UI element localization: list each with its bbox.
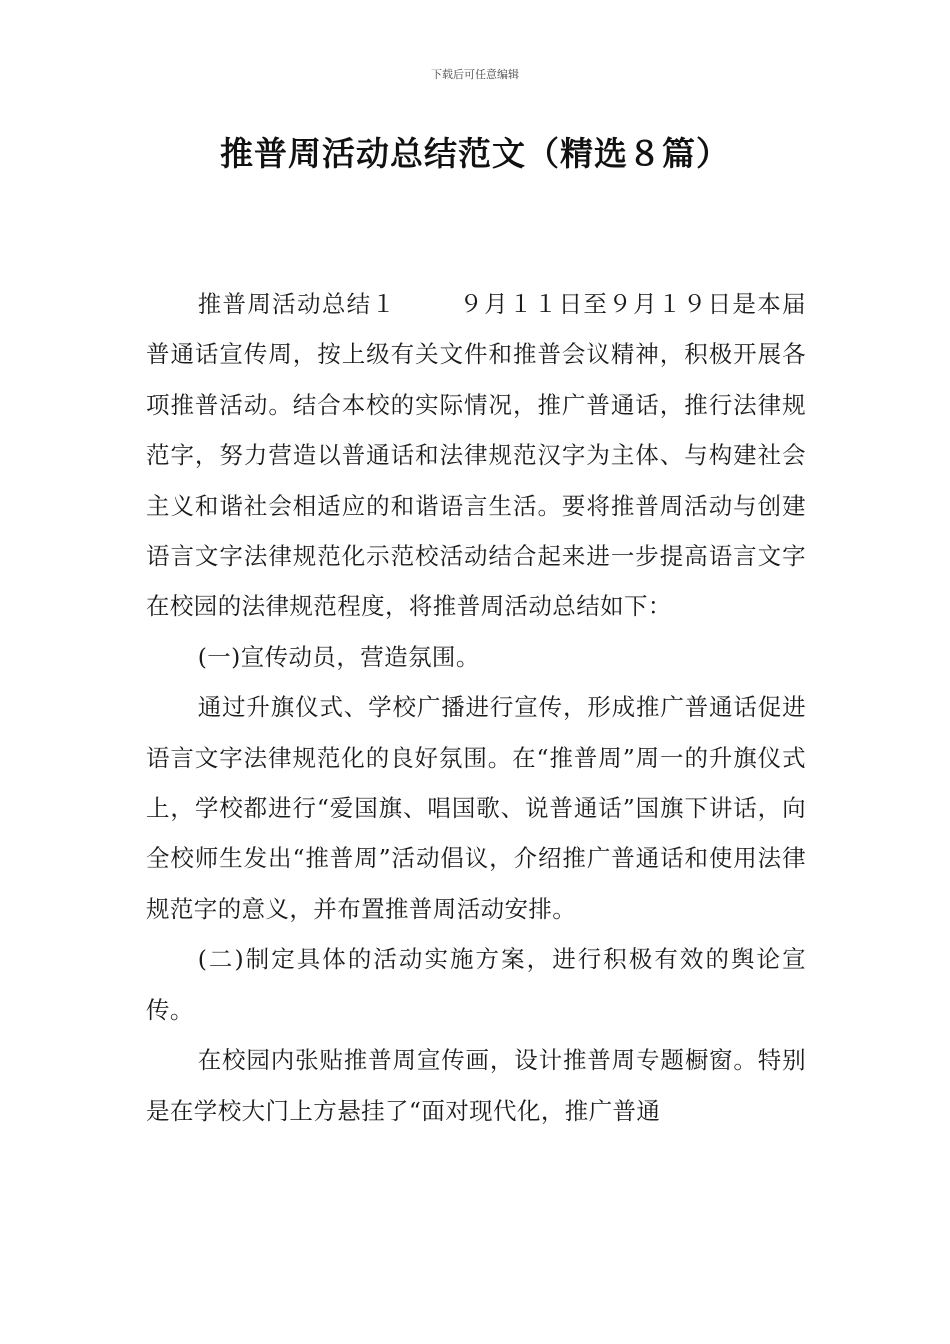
paragraph-intro-text: ９月１１日至９月１９日是本届普通话宣传周，按上级有关文件和推普会议精神，积极开展各项推普活动。结合本校的实际情况，推广普通话，推行法律规范字，努力营造以普通话和法律规范汉字为主体、与构建社会主义和谐社会相适应的和谐语言生活。要将推普周活动与创建语言文字法律规范化示范校活动结合起来进一步提高语言文字在校园的法律规范程度，将推普周活动总结如下： [146, 290, 806, 621]
subheading-one: (一)宣传动员，营造氛围。 [197, 642, 480, 671]
paragraph-publicity: 通过升旗仪式、学校广播进行宣传，形成推广普通话促进语言文字法律规范化的良好氛围。在“推普周”周一的升旗仪式上，学校都进行“爱国旗、唱国歌、说普通话”国旗下讲话，向全校师生发出“推普周”活动倡议，介绍推广普通话和使用法律规范字的意义，并布置推普周活动安排。 [146, 693, 806, 923]
subheading-two: (二)制定具体的活动实施方案，进行积极有效的舆论宣传。 [146, 945, 806, 1024]
document-body [146, 279, 806, 1136]
header-note: 下载后可任意编辑 [431, 68, 519, 81]
paragraph-intro [146, 279, 806, 632]
document-title: 推普周活动总结范文（精选８篇） [220, 134, 730, 173]
paragraph-campus: 在校园内张贴推普周宣传画，设计推普周专题橱窗。特别是在学校大门上方悬挂了“面对现代化，推广普通 [146, 1046, 806, 1125]
section-label: 推普周活动总结１ [197, 290, 397, 318]
